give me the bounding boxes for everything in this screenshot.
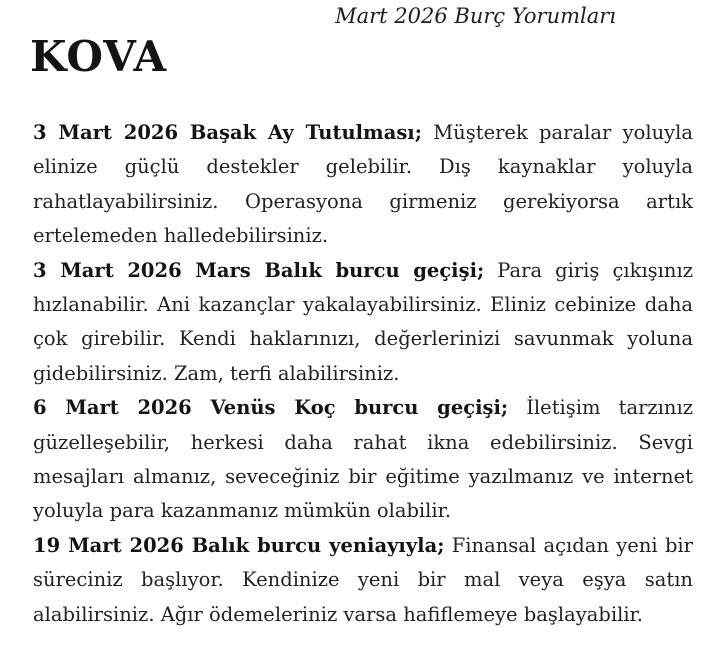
- entry-venus-transit: [33, 391, 693, 529]
- entry-eclipse: [33, 116, 693, 254]
- entry-heading: 3 Mart 2026 Mars Balık burcu geçişi;: [33, 258, 485, 282]
- entry-text: Para giriş çıkışınız hızlanabilir. Ani kazançlar yakalayabilirsiniz. Eliniz cebinize daha çok girebilir. Kendi haklarınızı, değerlerinizi savunmak yoluna gidebilirsiniz. Zam, terfi alabilirsiniz.: [33, 258, 693, 385]
- entry-heading: 19 Mart 2026 Balık burcu yeniayıyla;: [33, 533, 445, 557]
- horoscope-content: [33, 116, 693, 632]
- entry-heading: 3 Mart 2026 Başak Ay Tutulması;: [33, 121, 422, 144]
- entry-heading: 6 Mart 2026 Venüs Koç burcu geçişi;: [33, 396, 509, 420]
- entry-text: Finansal açıdan yeni bir süreciniz başlıyor. Kendinize yeni bir mal veya eşya satın alabilirsiniz. Ağır ödemeleriniz varsa hafiflemeye başlayabilir.: [33, 533, 693, 626]
- entry-text: Müşterek paralar yoluyla elinize güçlü destekler gelebilir. Dış kaynaklar yoluyla rahatlayabilirsiniz. Operasyona girmeniz gerekiyorsa artık ertelemeden halledebilirsiniz.: [33, 121, 694, 248]
- sign-title: KOVA: [30, 32, 168, 81]
- entry-new-moon: [33, 529, 693, 632]
- entry-mars-transit: [33, 254, 693, 392]
- entry-text: İletişim tarzınız güzelleşebilir, herkesi daha rahat ikna edebilirsiniz. Sevgi mesajları almanız, seveceğiniz bir eğitime yazılmanız ve internet yoluyla para kazanmanız mümkün olabilir.: [33, 396, 693, 523]
- page-header-subtitle: Mart 2026 Burç Yorumları: [335, 4, 616, 28]
